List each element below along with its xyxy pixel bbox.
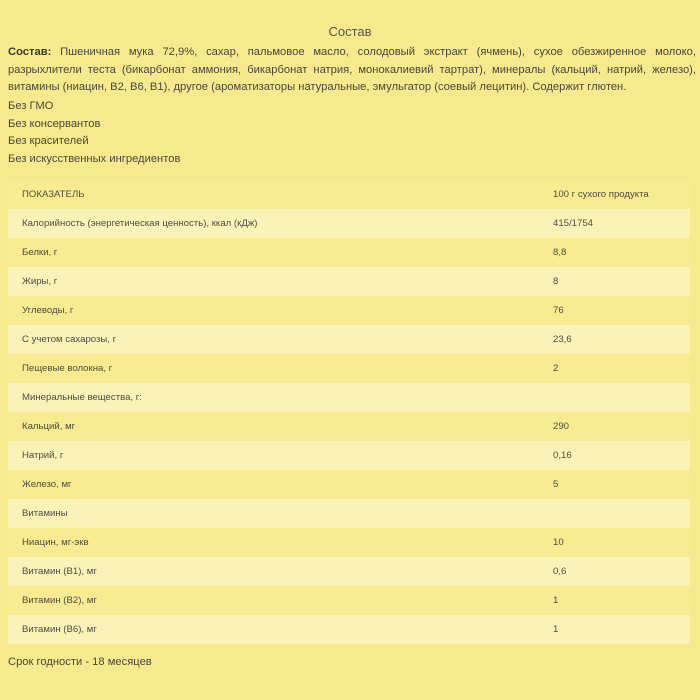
row-label: Железо, мг <box>22 479 72 490</box>
row-value: 23,6 <box>553 334 572 345</box>
table-row <box>8 470 690 499</box>
row-value: 8 <box>553 276 559 287</box>
row-label: Калорийность (энергетическая ценность), ккал (кДж) <box>22 218 258 229</box>
row-value: 0,16 <box>553 450 572 461</box>
row-label: Витамин (В6), мг <box>22 624 97 635</box>
row-label: С учетом сахарозы, г <box>22 334 117 345</box>
table-row <box>8 586 690 615</box>
row-value: 8,8 <box>553 247 567 258</box>
row-label: Жиры, г <box>22 276 58 287</box>
row-value: 290 <box>553 421 570 432</box>
composition-label: Состав: <box>8 46 52 58</box>
claim-item: Без красителей <box>8 135 89 148</box>
row-label: Углеводы, г <box>22 305 74 316</box>
header-indicator: ПОКАЗАТЕЛЬ <box>22 189 85 200</box>
claim-item: Без консервантов <box>8 117 101 130</box>
table-row <box>8 557 690 586</box>
table-row <box>8 267 690 296</box>
table-row <box>8 238 690 267</box>
table-row <box>8 354 690 383</box>
row-label: Ниацин, мг-экв <box>22 537 89 548</box>
table-row <box>8 441 690 470</box>
table-row <box>8 209 690 238</box>
table-row <box>8 383 690 412</box>
row-label: Пещевые волокна, г <box>22 363 113 374</box>
row-label: Кальций, мг <box>22 421 76 432</box>
nutrition-table <box>8 180 690 644</box>
table-row <box>8 412 690 441</box>
claim-item: Без искусственных ингредиентов <box>8 152 181 165</box>
row-value: 1 <box>553 624 559 635</box>
row-label: Минеральные вещества, г: <box>22 392 142 403</box>
product-claims <box>8 98 408 168</box>
header-per-100g: 100 г сухого продукта <box>553 189 649 200</box>
table-row <box>8 499 690 528</box>
table-row <box>8 325 690 354</box>
composition-paragraph <box>8 44 696 97</box>
row-value: 10 <box>553 537 564 548</box>
row-label: Витамин (В1), мг <box>22 566 97 577</box>
table-row <box>8 615 690 644</box>
claim-item: Без ГМО <box>8 100 54 112</box>
row-value: 2 <box>553 363 559 374</box>
table-row <box>8 296 690 325</box>
row-value: 76 <box>553 305 564 316</box>
composition-text: Пшеничная мука 72,9%, сахар, пальмовое масло, солодовый экстракт (ячмень), сухое обезжиренное молоко, разрыхлители теста (бикарбонат аммония, бикарбонат натрия, монокалиевий тартрат), минералы (кальций, натрий, железо), витамины (ниацин, В2, В6, В1), другое (ароматизаторы натуральные, эмульгатор (соевый лецитин). Содержит глютен. <box>8 46 696 94</box>
shelf-life: Срок годности - 18 месяцев <box>8 656 152 668</box>
row-value: 0,6 <box>553 566 567 577</box>
row-value: 415/1754 <box>553 218 594 229</box>
table-row <box>8 528 690 557</box>
row-value: 1 <box>553 595 559 606</box>
section-title: Состав <box>328 24 372 39</box>
row-label: Белки, г <box>22 247 58 258</box>
row-label: Витамины <box>22 508 68 519</box>
row-value: 5 <box>553 479 559 490</box>
table-header-row <box>8 180 690 209</box>
row-label: Витамин (В2), мг <box>22 595 97 606</box>
row-label: Натрий, г <box>22 450 64 461</box>
